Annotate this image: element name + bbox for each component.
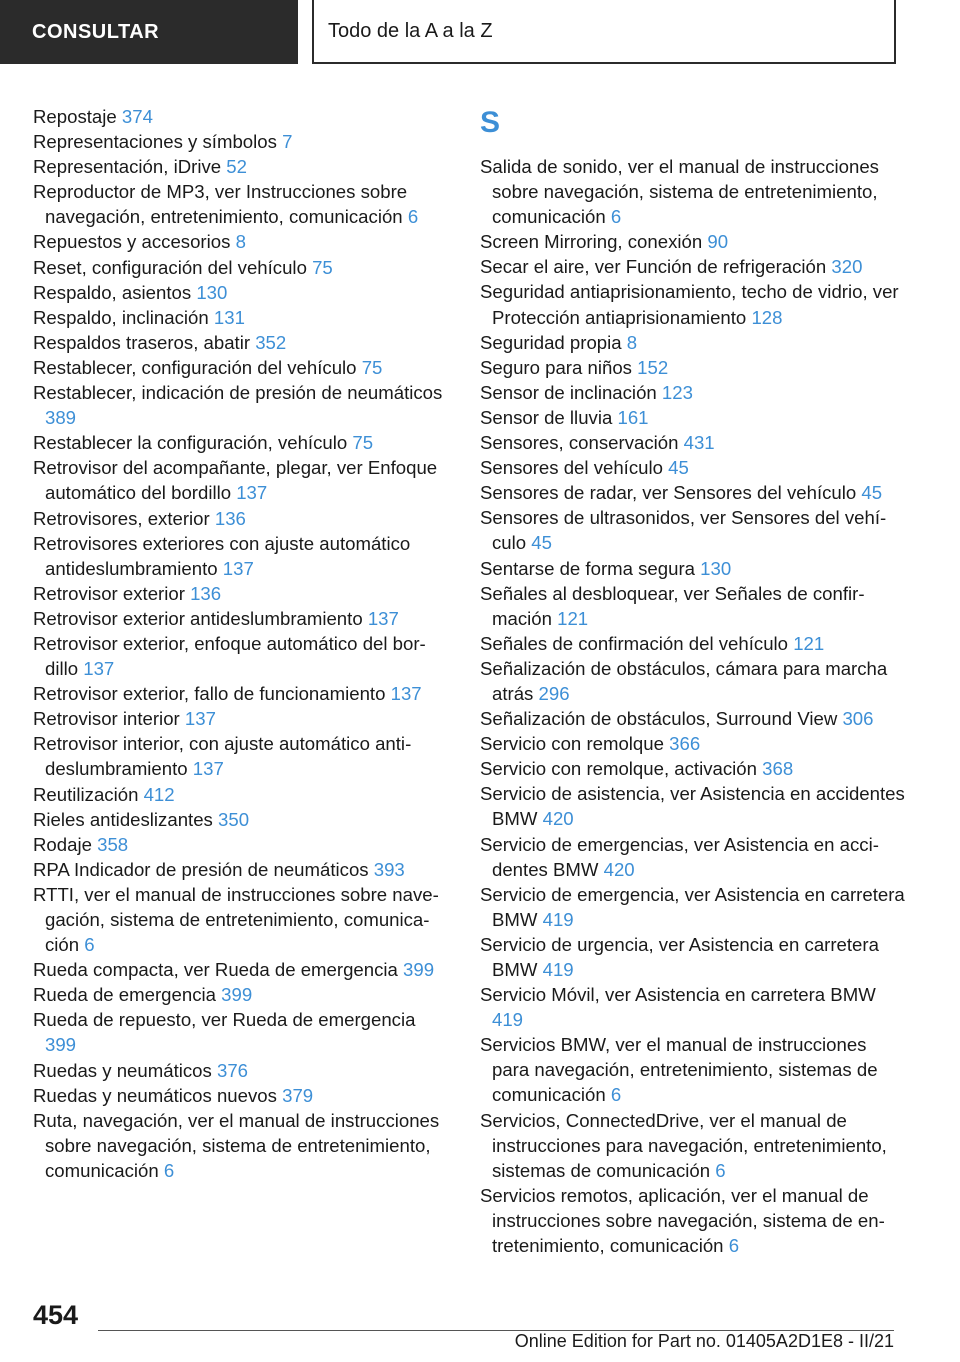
index-entry: [480, 229, 905, 254]
index-entry-term: Respaldos traseros, abatir: [33, 331, 251, 353]
index-entry-page-link[interactable]: 296: [538, 682, 570, 704]
index-entry-page-link[interactable]: 420: [603, 858, 635, 880]
index-entry-page-link[interactable]: 137: [367, 607, 399, 629]
index-entry-term: Rueda de repuesto, ver Rueda de emergencia: [33, 1009, 416, 1031]
index-entry-page-link[interactable]: 393: [373, 858, 405, 880]
index-column-right: [480, 104, 905, 1258]
index-entry: [480, 355, 905, 380]
index-entry-page-link[interactable]: 368: [762, 758, 794, 780]
index-entry-page-link[interactable]: 152: [637, 356, 669, 378]
index-entry-page-link[interactable]: 136: [214, 507, 246, 529]
index-entry: [480, 505, 905, 555]
index-entry-page-link[interactable]: 399: [45, 1034, 77, 1056]
index-entry-page-link[interactable]: 137: [184, 708, 216, 730]
index-entry: [33, 782, 451, 807]
index-entry-page-link[interactable]: 130: [196, 281, 228, 303]
index-entry-term: Servicios BMW, ver el manual de instrucciones para navegación, entretenimiento, sistemas de comunicación: [480, 1034, 878, 1106]
index-entry-term: Rodaje: [33, 833, 92, 855]
index-entry-page-link[interactable]: 412: [143, 783, 175, 805]
index-entry-term: Servicios, ConnectedDrive, ver el manual de instrucciones para navegación, entretenimiento, sistemas de comunicación: [480, 1109, 887, 1181]
index-entry-term: Ruedas y neumáticos nuevos: [33, 1084, 277, 1106]
index-entry-page-link[interactable]: 420: [542, 808, 574, 830]
index-entry-term: Repuestos y accesorios: [33, 231, 231, 253]
index-entry: [480, 380, 905, 405]
index-entry-term: Servicio de urgencia, ver Asistencia en carretera BMW: [480, 933, 879, 980]
index-entry-page-link[interactable]: 399: [403, 959, 435, 981]
index-entry-term: Servicios remotos, aplicación, ver el manual de instrucciones sobre navegación, sistema de entretenimiento, comunicación: [480, 1184, 885, 1257]
index-entry: [33, 305, 451, 330]
index-entry: [33, 857, 451, 882]
index-entry-term: Repostaje: [33, 106, 117, 127]
index-entry: [33, 104, 451, 129]
index-entry: [33, 179, 451, 229]
index-entry: [480, 279, 905, 329]
index-entry: [480, 480, 905, 505]
index-entry-term: Secar el aire, ver Función de refrigeración: [480, 256, 827, 278]
index-entry: [480, 1108, 905, 1183]
index-entry-term: Reutilización: [33, 783, 139, 805]
index-entry-page-link[interactable]: 130: [700, 557, 732, 579]
index-entry-term: Seguridad antiaprisionamiento, techo de vidrio, ver Protección antiaprisionamiento: [480, 281, 899, 328]
index-entry-page-link[interactable]: 90: [707, 231, 729, 253]
index-entry-page-link[interactable]: 137: [83, 658, 115, 680]
index-entry-page-link[interactable]: 45: [668, 457, 689, 479]
index-entry-page-link[interactable]: 419: [542, 908, 574, 930]
index-entry-page-link[interactable]: 320: [831, 256, 863, 278]
index-entry-term: Servicio Móvil, ver Asistencia en carretera BMW: [480, 984, 876, 1006]
index-entry-term: Rueda de emergencia: [33, 984, 216, 1006]
index-entry: [33, 982, 451, 1007]
index-entry-term: Retrovisores, exterior: [33, 507, 210, 529]
index-entry-page-link[interactable]: 6: [610, 1084, 622, 1106]
index-entry: [33, 531, 451, 581]
index-entry: [33, 1007, 451, 1057]
index-entry-page-link[interactable]: 306: [842, 708, 874, 730]
index-entry-term: Reset, configuración del vehículo: [33, 256, 307, 278]
page-number: 454: [33, 1300, 79, 1330]
index-entry-term: Ruta, navegación, ver el manual de instrucciones sobre navegación, sistema de entretenimiento, comunicación: [33, 1109, 440, 1181]
index-entry-term: Servicio con remolque: [480, 733, 664, 755]
index-entry-page-link[interactable]: 45: [531, 532, 552, 554]
index-entry: [33, 506, 451, 531]
chapter-tab: [312, 0, 896, 64]
index-entry: [480, 756, 905, 781]
index-entry-page-link[interactable]: 419: [492, 1009, 524, 1031]
index-entry-page-link[interactable]: 131: [213, 306, 245, 328]
index-entry: [480, 330, 905, 355]
index-entry: [33, 731, 451, 781]
index-entry-page-link[interactable]: 419: [542, 959, 574, 980]
index-entry-page-link[interactable]: 75: [312, 256, 333, 278]
index-entry: [33, 1058, 451, 1083]
index-entry-page-link[interactable]: 52: [226, 156, 247, 178]
index-entry-page-link[interactable]: 123: [661, 381, 693, 403]
index-entry-term: Screen Mirroring, conexión: [480, 231, 703, 253]
index-entry-page-link[interactable]: 8: [626, 331, 638, 353]
index-entry: [33, 430, 451, 455]
index-entry: [480, 154, 905, 229]
index-entry-page-link[interactable]: 376: [216, 1059, 249, 1081]
index-entry: [33, 1083, 451, 1108]
index-entry: [33, 330, 451, 355]
index-entry-term: Sensores de radar, ver Sensores del vehículo: [480, 482, 857, 504]
index-entry-term: Sensores de ultrasonidos, ver Sensores del vehículo: [480, 507, 887, 554]
index-entry: [480, 455, 905, 480]
index-entry-term: Retrovisor interior: [33, 708, 180, 730]
index-entry-term: RTTI, ver el manual de instrucciones sobre navegación, sistema de entretenimiento, comunicación: [33, 883, 439, 956]
index-entry-page-link[interactable]: 6: [610, 206, 622, 228]
index-entry: [33, 355, 451, 380]
index-entry-page-link[interactable]: 45: [861, 482, 883, 504]
index-entry-term: Retrovisor del acompañante, plegar, ver Enfoque automático del bordillo: [33, 457, 438, 504]
index-entry-term: Servicio de emergencia, ver Asistencia en carretera BMW: [480, 883, 905, 930]
index-entry-page-link[interactable]: 121: [557, 607, 589, 629]
index-entry-page-link[interactable]: 137: [192, 758, 224, 780]
index-entry-page-link[interactable]: 399: [221, 984, 253, 1006]
index-entry-term: Restablecer la configuración, vehículo: [33, 432, 348, 454]
index-entry-term: Ruedas y neumáticos: [33, 1059, 212, 1081]
index-entry-term: Rieles antideslizantes: [33, 808, 213, 830]
index-entry: [480, 706, 905, 731]
index-entry: [480, 1183, 905, 1258]
index-entry-term: Señalización de obstáculos, Surround View: [480, 708, 838, 730]
index-entry-page-link[interactable]: 137: [390, 683, 422, 705]
index-entry: [33, 229, 451, 254]
index-entry-term: Representaciones y símbolos: [33, 131, 277, 153]
index-entry: [480, 781, 905, 831]
index-entry: [33, 606, 451, 631]
index-letter-heading: S: [480, 106, 501, 139]
index-entry-page-link[interactable]: 389: [45, 407, 77, 429]
index-entry-term: Servicio de asistencia, ver Asistencia en accidentes BMW: [480, 783, 905, 830]
index-entry: [480, 405, 905, 430]
section-tab: [0, 0, 298, 64]
index-entry-page-link[interactable]: 75: [352, 432, 374, 454]
index-entry: [480, 982, 905, 1032]
index-entry: [480, 882, 905, 932]
index-entry-term: Reproductor de MP3, ver Instrucciones sobre navegación, entretenimiento, comunicación: [33, 181, 408, 228]
index-entry-term: Retrovisor exterior: [33, 582, 185, 604]
index-entry: [33, 832, 451, 857]
index-entry: [33, 280, 451, 305]
index-entry: [33, 957, 451, 982]
index-entry-term: Retrovisor exterior, enfoque automático del bordillo: [33, 632, 426, 680]
index-entry-page-link[interactable]: 379: [282, 1084, 314, 1106]
index-entry-term: Respaldo, inclinación: [33, 306, 209, 328]
index-entry: [480, 731, 905, 756]
index-entry-term: Retrovisor exterior antideslumbramiento: [33, 607, 363, 629]
index-entry: [480, 254, 905, 279]
index-entry-page-link[interactable]: 7: [282, 131, 293, 153]
index-entry-page-link[interactable]: 137: [222, 557, 254, 579]
index-entry: [480, 656, 905, 706]
index-entry-page-link[interactable]: 352: [255, 331, 287, 353]
index-entry: [480, 932, 905, 982]
index-entry-term: Sensores del vehículo: [480, 457, 663, 479]
index-entry: [33, 1108, 451, 1183]
index-entry-page-link[interactable]: 366: [669, 733, 701, 755]
index-entry-term: Retrovisor interior, con ajuste automático antideslumbramiento: [33, 733, 412, 780]
index-entry-term: Restablecer, configuración del vehículo: [33, 356, 357, 378]
index-entry-page-link[interactable]: 161: [617, 406, 649, 428]
index-entry-term: Servicio con remolque, activación: [480, 758, 757, 780]
index-entry-page-link[interactable]: 8: [235, 231, 246, 253]
index-entry: [33, 807, 451, 832]
index-entry-term: RPA Indicador de presión de neumáticos: [33, 858, 369, 880]
index-entry-term: Seguro para niños: [480, 356, 632, 378]
index-entry-term: Sensor de inclinación: [480, 381, 657, 403]
index-entry-term: Rueda compacta, ver Rueda de emergencia: [33, 959, 398, 981]
index-entry-term: Retrovisores exteriores con ajuste automático antideslumbramiento: [33, 532, 411, 579]
index-entry-term: Retrovisor exterior, fallo de funcionamiento: [33, 683, 386, 705]
index-entry-page-link[interactable]: 6: [728, 1235, 740, 1257]
index-entry-term: Sentarse de forma segura: [480, 557, 695, 579]
index-entry: [480, 1032, 905, 1107]
index-entry: [33, 581, 451, 606]
index-entry: [33, 129, 451, 154]
index-entry-term: Respaldo, asientos: [33, 281, 192, 303]
index-entry: [480, 581, 905, 631]
index-entry: [33, 380, 451, 430]
index-entry-page-link[interactable]: 6: [715, 1159, 726, 1181]
index-entry-page-link[interactable]: 75: [361, 356, 383, 378]
index-entry-page-link[interactable]: 121: [793, 632, 825, 654]
index-entry-term: Sensores, conservación: [480, 432, 679, 454]
index-entry: [33, 255, 451, 280]
index-entry-page-link[interactable]: 358: [97, 833, 129, 855]
index-entry-page-link[interactable]: 6: [407, 206, 419, 228]
edition-note: Online Edition for Part no. 01405A2D1E8 - II/21: [514, 1331, 894, 1351]
index-entry-term: Sensor de lluvia: [480, 406, 613, 428]
index-entry-term: Señales de confirmación del vehículo: [480, 632, 789, 654]
index-entry-term: Representación, iDrive: [33, 156, 222, 178]
index-entry-term: Seguridad propia: [480, 331, 622, 353]
index-entry-page-link[interactable]: 431: [683, 432, 715, 454]
index-entry: [480, 631, 905, 656]
index-entry-term: Restablecer, indicación de presión de neumáticos: [33, 382, 443, 404]
index-entry: [480, 430, 905, 455]
index-entry-page-link[interactable]: 137: [236, 482, 268, 504]
index-entry: [33, 681, 451, 706]
index-entry-term: Señalización de obstáculos, cámara para marcha atrás: [480, 657, 888, 704]
index-entry-term: Servicio de emergencias, ver Asistencia en accidentes BMW: [480, 833, 879, 880]
index-entry: [33, 455, 451, 505]
index-entry-page-link[interactable]: 136: [190, 582, 222, 604]
index-entry: [33, 882, 451, 957]
index-entry: [480, 832, 905, 882]
index-entry-page-link[interactable]: 374: [121, 106, 153, 127]
index-entry: [33, 631, 451, 681]
index-entry: [33, 706, 451, 731]
index-entry: [33, 154, 451, 179]
index-entry-page-link[interactable]: 6: [163, 1159, 175, 1181]
index-column-left: [33, 104, 451, 1183]
chapter-title: Todo de la A a la Z: [328, 19, 493, 42]
index-entry-page-link[interactable]: 6: [84, 934, 95, 956]
index-entry: [480, 556, 905, 581]
index-entry-term: Señales al desbloquear, ver Señales de confirmación: [480, 582, 865, 629]
index-entry-page-link[interactable]: 350: [218, 808, 250, 830]
index-entry-page-link[interactable]: 128: [751, 306, 783, 328]
section-label: CONSULTAR: [32, 20, 160, 43]
index-entry-term: Salida de sonido, ver el manual de instrucciones sobre navegación, sistema de entretenimiento, comunicación: [480, 156, 879, 228]
page-header: [0, 0, 960, 66]
